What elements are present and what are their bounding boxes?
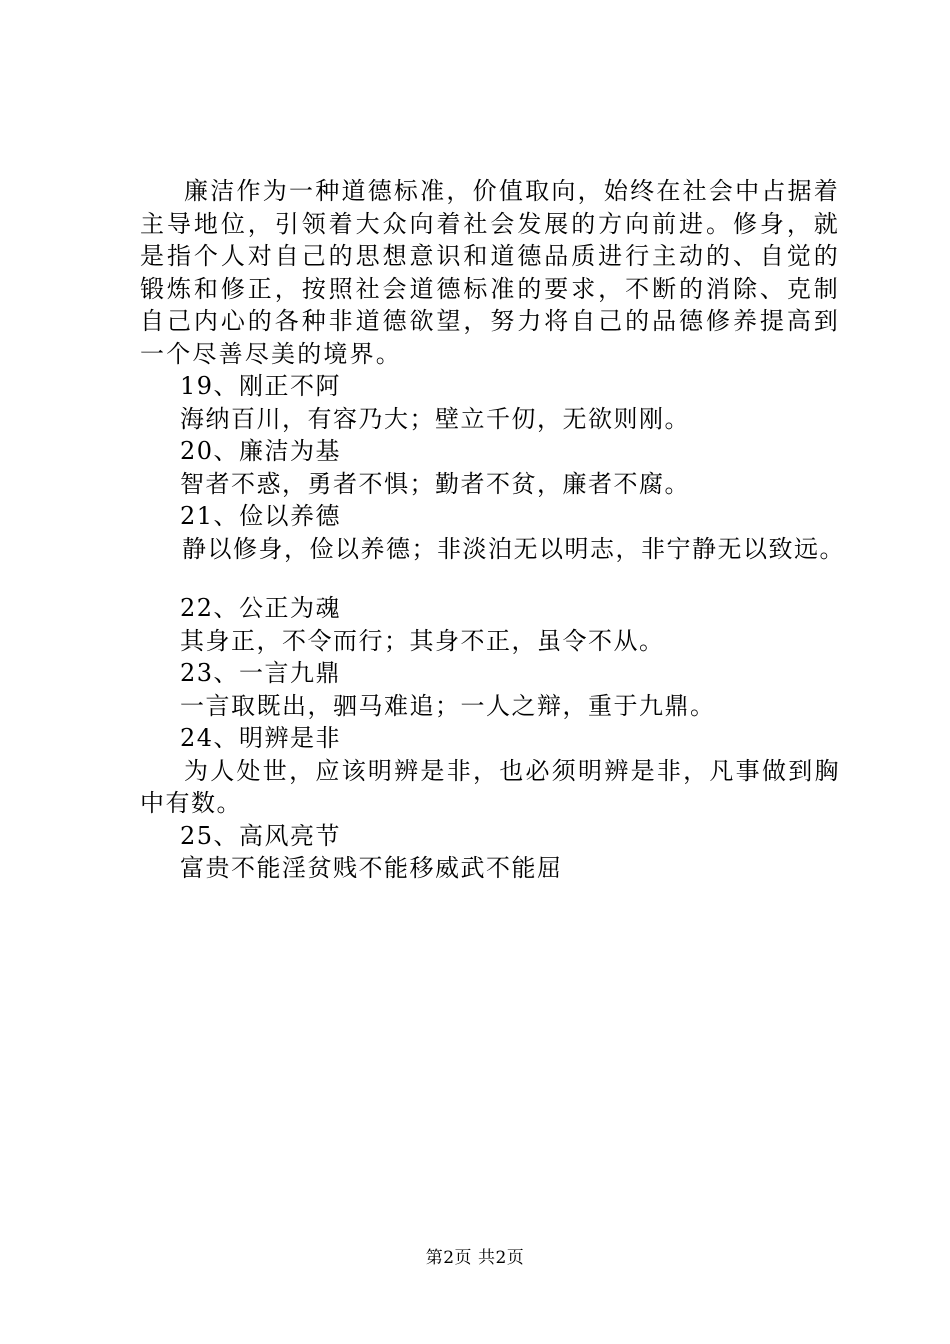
section-title-20: 20、廉洁为基 (180, 437, 342, 465)
section-title-19: 19、刚正不阿 (180, 372, 342, 400)
page-footer: 第2页 共2页 (425, 1248, 525, 1268)
section-text-22: 其身正，不令而行；其身不正，虽令不从。 (180, 626, 665, 655)
intro-paragraph: 廉洁作为一种道德标准，价值取向，始终在社会中占据着主导地位，引领着大众向着社会发展的方向前进。修身，就是指个人对自己的思想意识和道德品质进行主动的、自觉的锻炼和修正，按照社会道德标准的要求，不断的消除、克制自己内心的各种非道德欲望，努力将自己的品德修养提高到一个尽善尽美的境界。 (140, 177, 840, 368)
section-title-24: 24、明辨是非 (180, 724, 342, 752)
section-text-25: 富贵不能淫贫贱不能移威武不能屈 (180, 854, 563, 882)
section-text-24: 为人处世，应该明辨是非，也必须明辨是非，凡事做到胸中有数。 (140, 756, 840, 817)
section-title-25: 25、高风亮节 (180, 821, 342, 850)
section-text-20: 智者不惑，勇者不惧；勤者不贫，廉者不腐。 (180, 469, 690, 498)
section-text-19: 海纳百川，有容乃大；壁立千仞，无欲则刚。 (180, 404, 690, 433)
paragraph-gap (140, 565, 840, 592)
section-text-21: 静以修身，俭以养德；非淡泊无以明志，非宁静无以致远。 (182, 534, 845, 563)
section-title-22: 22、公正为魂 (180, 594, 342, 622)
section-text-23: 一言取既出，驷马难追；一人之辩，重于九鼎。 (180, 691, 716, 720)
document-body (140, 175, 845, 885)
section-title-21: 21、俭以养德 (180, 502, 342, 530)
section-title-23: 23、一言九鼎 (180, 659, 342, 687)
